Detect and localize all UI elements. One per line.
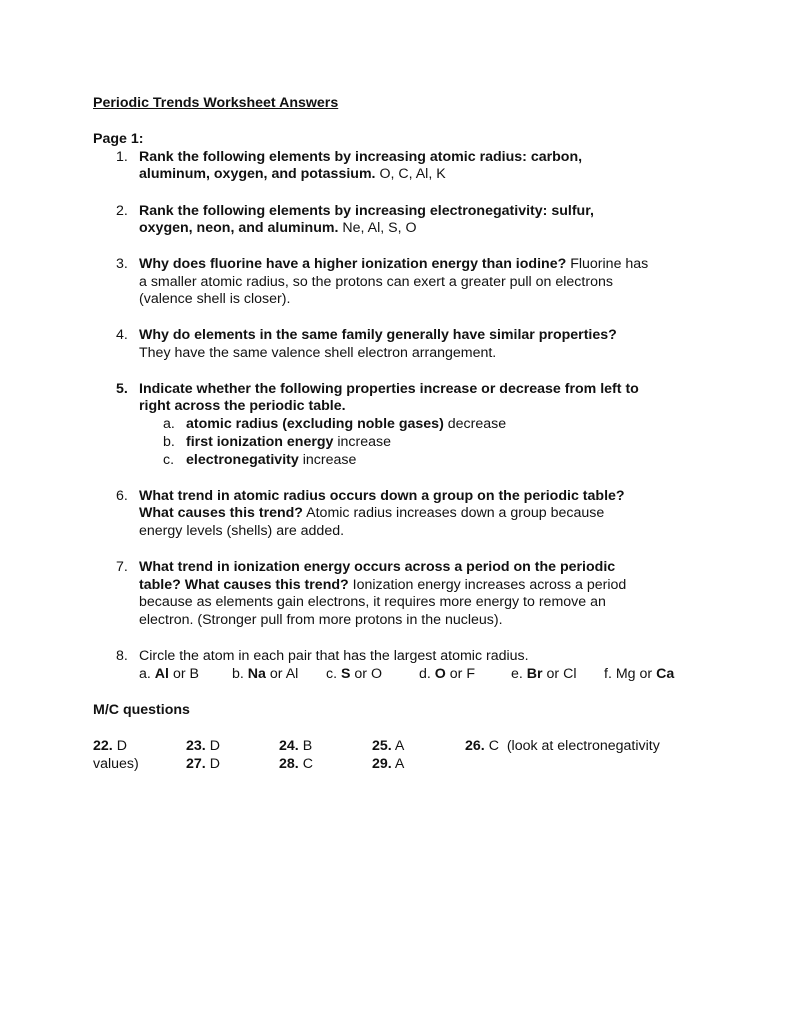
answer-text: Ne, Al, S, O: [342, 220, 417, 236]
sub-label: b.: [163, 434, 175, 450]
pair-option: Al: [285, 666, 299, 682]
mc-number: 29.: [372, 756, 392, 772]
question-text: oxygen, neon, and aluminum.: [139, 220, 339, 236]
pair-label: b.: [232, 666, 244, 682]
question-text: What trend in atomic radius occurs down a group on the periodic table?: [139, 488, 625, 504]
property-name: atomic radius (excluding noble gases): [186, 416, 444, 432]
mc-continuation: values): [93, 756, 139, 772]
question-line: [139, 504, 604, 522]
mc-answer: D: [209, 738, 220, 754]
question-text: What trend in ionization energy occurs across a period on the periodic: [139, 559, 616, 575]
pair-label: a.: [139, 666, 151, 682]
pair-or: or: [269, 666, 283, 682]
mc-item-29: [372, 755, 404, 773]
question-number: 2.: [116, 203, 128, 219]
pair-e: [511, 665, 577, 683]
sub-item: [186, 451, 356, 469]
question-text: right across the periodic table.: [139, 398, 346, 414]
pair-label: e.: [511, 666, 523, 682]
answer-text: They have the same valence shell electron arrangement.: [139, 345, 497, 361]
mc-item-24: [279, 737, 312, 755]
mc-item-28: [279, 755, 313, 773]
question-line: [139, 165, 446, 183]
pair-b: [232, 665, 298, 683]
question-text: table? What causes this trend?: [139, 577, 349, 593]
pair-answer: Ca: [656, 666, 675, 682]
question-text: Rank the following elements by increasing electronegativity: sulfur,: [139, 203, 594, 219]
pair-option: B: [189, 666, 199, 682]
question-number: 1.: [116, 149, 128, 165]
question-number: 6.: [116, 488, 128, 504]
document-title: Periodic Trends Worksheet Answers: [93, 95, 339, 111]
pair-answer: O: [434, 666, 446, 682]
page-label: Page 1:: [93, 131, 144, 147]
sub-item: [186, 415, 506, 433]
question-text: What causes this trend?: [139, 505, 303, 521]
question-number: 7.: [116, 559, 128, 575]
pair-label: f.: [604, 666, 612, 682]
pair-or: or: [639, 666, 653, 682]
question-text: Rank the following elements by increasing atomic radius: carbon,: [139, 149, 583, 165]
question-text: Why does fluorine have a higher ionization energy than iodine?: [139, 256, 567, 272]
mc-number: 24.: [279, 738, 299, 754]
question-line: [139, 255, 648, 273]
pair-or: or: [354, 666, 368, 682]
mc-item-23: [186, 737, 220, 755]
answer-text: increase: [337, 434, 392, 450]
pair-or: or: [546, 666, 560, 682]
answer-text: Ionization energy increases across a period: [352, 577, 627, 593]
answer-text: increase: [302, 452, 357, 468]
mc-number: 22.: [93, 738, 113, 754]
pair-option: O: [371, 666, 383, 682]
question-number: 4.: [116, 327, 128, 343]
pair-or: or: [172, 666, 186, 682]
pair-answer: Na: [247, 666, 266, 682]
mc-answer: D: [116, 738, 127, 754]
pair-answer: Br: [526, 666, 543, 682]
mc-number: 23.: [186, 738, 206, 754]
answer-text: O, C, Al, K: [379, 166, 446, 182]
answer-text: Atomic radius increases down a group because: [306, 505, 605, 521]
question-text: aluminum, oxygen, and potassium.: [139, 166, 376, 182]
pair-a: [139, 665, 199, 683]
mc-number: 27.: [186, 756, 206, 772]
mc-answer: C (look at electronegativity: [488, 738, 660, 754]
mc-answer: A: [394, 738, 405, 754]
mc-answer: B: [302, 738, 313, 754]
question-line: [139, 219, 417, 237]
answer-text: (valence shell is closer).: [139, 291, 291, 307]
pair-label: c.: [326, 666, 338, 682]
property-name: first ionization energy: [186, 434, 334, 450]
mc-answer: A: [394, 756, 405, 772]
mc-heading: M/C questions: [93, 702, 190, 718]
mc-answer: D: [209, 756, 220, 772]
answer-text: decrease: [447, 416, 507, 432]
question-number: 5.: [116, 381, 128, 397]
pair-option: Cl: [563, 666, 577, 682]
mc-item-22: [93, 737, 127, 755]
pair-f: [604, 665, 674, 683]
sub-label: a.: [163, 416, 175, 432]
pair-d: [419, 665, 475, 683]
answer-text: a smaller atomic radius, so the protons can exert a greater pull on electrons: [139, 274, 613, 290]
mc-number: 25.: [372, 738, 392, 754]
answer-text: because as elements gain electrons, it requires more energy to remove an: [139, 594, 606, 610]
property-name: electronegativity: [186, 452, 299, 468]
pair-label: d.: [419, 666, 431, 682]
mc-item-25: [372, 737, 404, 755]
pair-c: [326, 665, 382, 683]
mc-number: 26.: [465, 738, 485, 754]
question-number: 3.: [116, 256, 128, 272]
pair-answer: S: [341, 666, 351, 682]
answer-text: Fluorine has: [570, 256, 649, 272]
mc-answer: C: [302, 756, 313, 772]
question-text: Circle the atom in each pair that has the largest atomic radius.: [139, 648, 529, 664]
question-text: Indicate whether the following properties increase or decrease from left to: [139, 381, 639, 397]
mc-number: 28.: [279, 756, 299, 772]
pair-option: F: [466, 666, 476, 682]
question-number: 8.: [116, 648, 128, 664]
mc-item-27: [186, 755, 220, 773]
mc-item-26: [465, 737, 660, 755]
pair-or: or: [449, 666, 463, 682]
pair-answer: Al: [154, 666, 169, 682]
answer-text: energy levels (shells) are added.: [139, 523, 345, 539]
question-text: Why do elements in the same family generally have similar properties?: [139, 327, 617, 343]
sub-label: c.: [163, 452, 175, 468]
pair-option: Mg: [615, 666, 636, 682]
answer-text: electron. (Stronger pull from more protons in the nucleus).: [139, 612, 503, 628]
sub-item: [186, 433, 391, 451]
question-line: [139, 576, 626, 594]
